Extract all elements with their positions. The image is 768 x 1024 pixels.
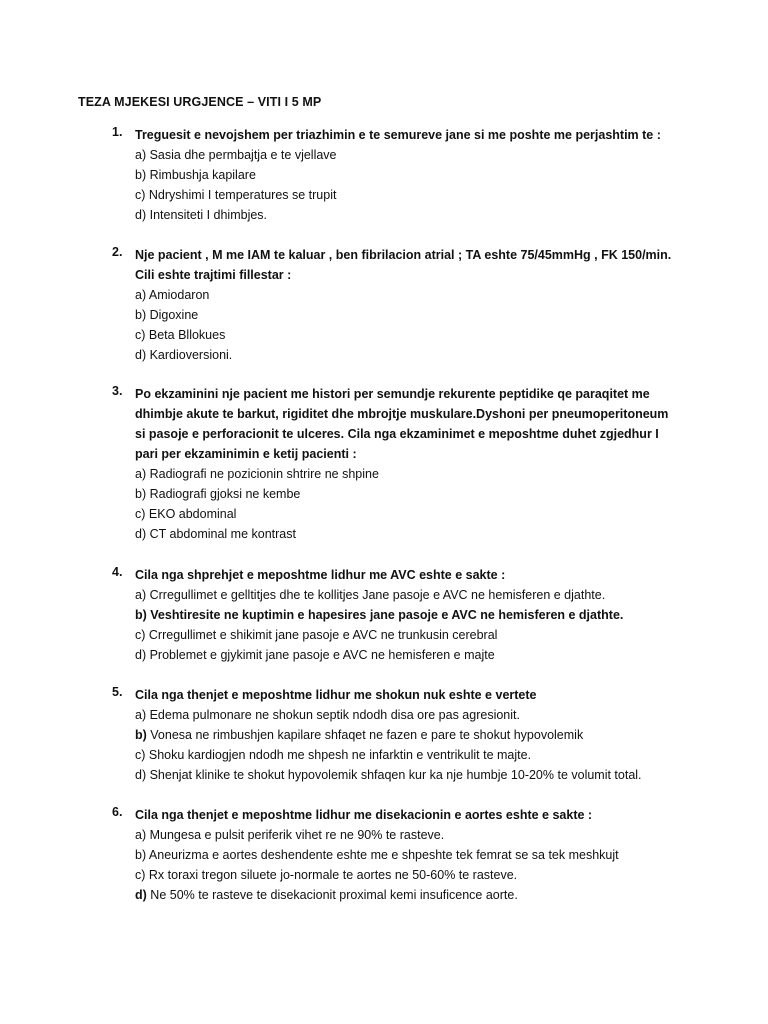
option-letter: c) [135,868,146,882]
option-letter: a) [135,288,147,302]
option-letter: a) [135,828,147,842]
question-number: 1. [112,125,123,139]
question-text: Cila nga shprehjet e meposhtme lidhur me AVC eshte e sakte : [135,568,506,582]
option-letter: c) [135,328,146,342]
option-text: Crregullimet e shikimit jane pasoje e AVC ne trunkusin cerebral [145,628,498,642]
option-letter: b) [135,168,147,182]
option-c [135,325,672,345]
option-d [135,524,672,544]
option-a [135,585,672,605]
option-letter: b) [135,848,147,862]
option-text: Radiografi gjoksi ne kembe [146,487,301,501]
option-c [135,625,672,645]
question-number: 3. [112,384,123,398]
option-text: Beta Bllokues [145,328,226,342]
option-d [135,345,672,365]
question-text: Po ekzaminini nje pacient me histori per semundje rekurente peptidike qe paraqitet me dhimbje akute te barkut, rigiditet dhe mbrojtje muskulare.Dyshoni per pneumoperitoneum si pasoje e perforacionit te ulceres. Cila nga ekzaminimet e meposhtme duhet zgjedhur I pari per ekzaminimin e ketij pacienti : [135,387,669,461]
option-text: Problemet e gjykimit jane pasoje e AVC ne hemisferen e majte [146,648,495,662]
option-letter: a) [135,148,147,162]
question-text: Cila nga thenjet e meposhtme lidhur me shokun nuk eshte e vertete [135,688,537,702]
question-text: Cila nga thenjet e meposhtme lidhur me disekacionin e aortes eshte e sakte : [135,808,593,822]
option-d [135,885,672,905]
option-text: Edema pulmonare ne shokun septik ndodh disa ore pas agresionit. [146,708,520,722]
option-b [135,305,672,325]
question-number: 2. [112,245,123,259]
option-letter: b) [135,308,147,322]
option-b [135,605,672,625]
question-number: 4. [112,565,123,579]
option-text: Shoku kardiogjen ndodh me shpesh ne infarktin e ventrikulit te majte. [145,748,532,762]
option-letter: b) [135,728,147,742]
question-6 [112,805,672,905]
question-text: Treguesit e nevojshem per triazhimin e te semureve jane si me poshte me perjashtim te : [135,128,661,142]
option-text: Crregullimet e gelltitjes dhe te kollitjes Jane pasoje e AVC ne hemisferen e djathte. [146,588,606,602]
question-5 [112,685,672,785]
option-text: Rx toraxi tregon siluete jo-normale te aortes ne 50-60% te rasteve. [145,868,518,882]
option-text: Ne 50% te rasteve te disekacionit proximal kemi insuficence aorte. [146,888,518,902]
option-a [135,464,672,484]
option-letter: d) [135,527,147,541]
question-2 [112,245,672,365]
option-letter: b) [135,487,147,501]
option-d [135,765,672,785]
option-letter: d) [135,648,147,662]
option-b [135,725,672,745]
option-letter: c) [135,748,146,762]
option-b [135,484,672,504]
option-b [135,165,672,185]
option-letter: a) [135,708,147,722]
question-4 [112,565,672,665]
option-text: Mungesa e pulsit periferik vihet re ne 90% te rasteve. [146,828,445,842]
question-number: 6. [112,805,123,819]
option-letter: a) [135,588,147,602]
option-text: Amiodaron [146,288,210,302]
option-letter: d) [135,348,147,362]
option-text: Ndryshimi I temperatures se trupit [145,188,337,202]
option-text: EKO abdominal [145,507,237,521]
option-d [135,645,672,665]
option-text: Intensiteti I dhimbjes. [146,208,268,222]
option-text: Shenjat klinike te shokut hypovolemik shfaqen kur ka nje humbje 10-20% te volumit total. [146,768,642,782]
question-1 [112,125,672,225]
question-number: 5. [112,685,123,699]
option-b [135,845,672,865]
option-c [135,185,672,205]
question-3 [112,384,672,544]
option-text: Rimbushja kapilare [146,168,256,182]
document-title: TEZA MJEKESI URGJENCE – VITI I 5 MP [78,95,322,109]
option-text: Kardioversioni. [146,348,233,362]
option-text: Vonesa ne rimbushjen kapilare shfaqet ne fazen e pare te shokut hypovolemik [146,728,584,742]
option-a [135,705,672,725]
option-text: Aneurizma e aortes deshendente eshte me e shpeshte tek femrat se sa tek meshkujt [146,848,619,862]
option-letter: d) [135,888,147,902]
option-a [135,285,672,305]
option-c [135,745,672,765]
option-letter: d) [135,208,147,222]
option-letter: d) [135,768,147,782]
option-text: Sasia dhe permbajtja e te vjellave [146,148,337,162]
option-letter: c) [135,507,146,521]
option-text: CT abdominal me kontrast [146,527,296,541]
option-a [135,145,672,165]
option-text: Digoxine [146,308,199,322]
option-text: Veshtiresite ne kuptimin e hapesires jane pasoje e AVC ne hemisferen e djathte. [146,608,624,622]
option-a [135,825,672,845]
option-letter: c) [135,188,146,202]
question-text: Nje pacient , M me IAM te kaluar , ben fibrilacion atrial ; TA eshte 75/45mmHg , FK 150/min. Cili eshte trajtimi fillestar : [135,248,672,282]
option-c [135,865,672,885]
option-letter: c) [135,628,146,642]
option-c [135,504,672,524]
option-text: Radiografi ne pozicionin shtrire ne shpine [146,467,379,481]
option-letter: a) [135,467,147,481]
option-d [135,205,672,225]
option-letter: b) [135,608,147,622]
